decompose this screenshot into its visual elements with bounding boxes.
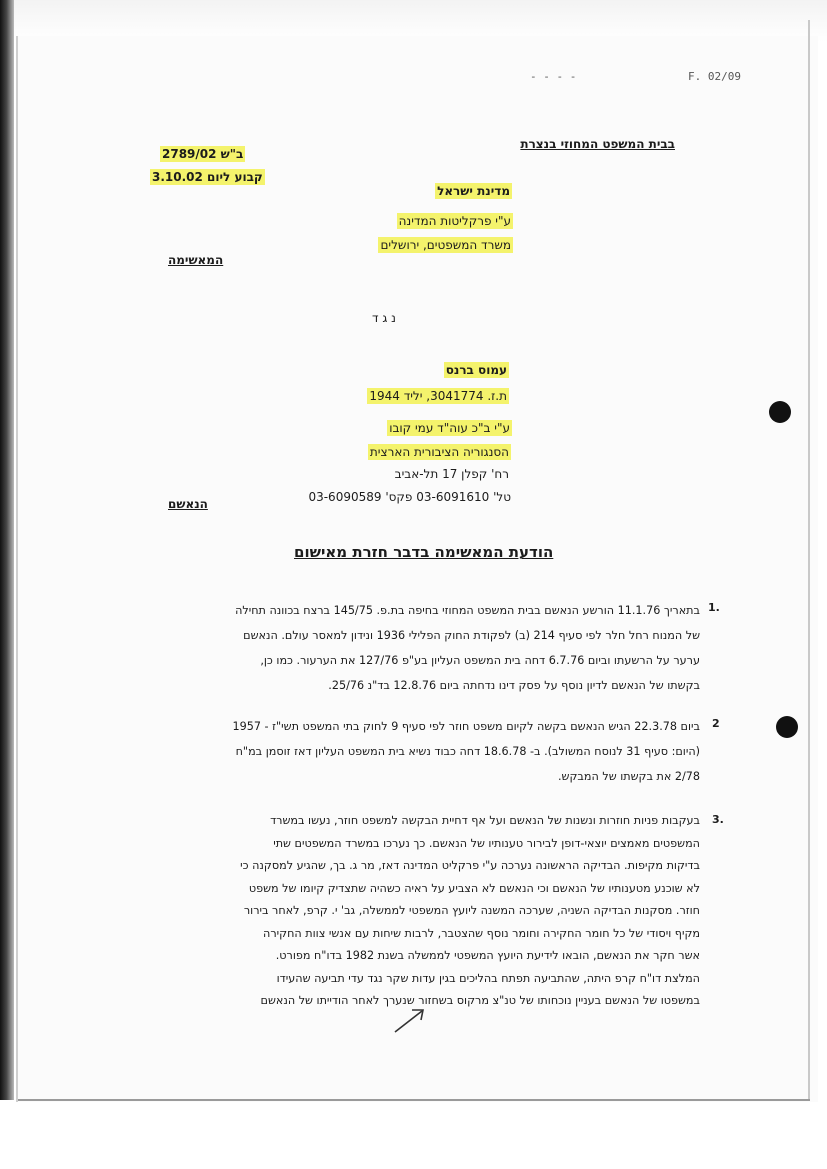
fax-marks-right: F. 02/09 bbox=[688, 70, 741, 83]
respondent-rep-1: ע"י ב"כ עוה"ד עמי קובו bbox=[389, 421, 510, 435]
section-2-line: ביום 22.3.78 הגיש הנאשם בקשה לקיום משפט חוזר לפי סעיף 9 לחוק בתי המשפט תשי"ז - 1957 bbox=[232, 720, 700, 733]
section-1-line: של המנוח רחל חלר לפי סעיף 214 (ב) לפקודת החוק הפלילי 1936 ונידון למאסר עולם. הנאשם bbox=[243, 629, 700, 642]
section-2-line: (היום: סעיף 31 לנוסח המשולב). ב- 18.6.78 דחה כבוד נשיא בית המשפט העליון דאז זוסמן במ"ח bbox=[235, 745, 700, 758]
section-3-line: מקיף ויסודי של כל חומר החקירה וחומר נוסף שהצטבר, לרבות שיחות עם אנשי צוות החקירה bbox=[263, 926, 700, 940]
section-3-line: לא שוכנע מטענותיו של הנאשם וכי הנאשם לא הצביע על ראיה כשהיה שתצדיק קיומו של משפט bbox=[248, 881, 700, 895]
respondent-id: ת.ז. 3041774, יליד 1944 bbox=[369, 389, 507, 403]
section-1-line: בתאריך 11.1.76 הורשע הנאשם בבית המשפט המחוזי בחיפה בת.פ. 145/75 ברצח בכוונה תחילה bbox=[235, 604, 700, 617]
respondent-address: רח' קפלן 17 תל-אביב bbox=[394, 467, 509, 481]
section-3-text bbox=[168, 810, 700, 1013]
respondent-name: עמוס ברנס bbox=[445, 363, 507, 377]
court-name: בבית המשפט המחוזי בנצרת bbox=[520, 137, 675, 151]
section-3-number: 3. bbox=[712, 813, 724, 826]
section-3-line: אשר חקר את הנאשם, הובאו לידיעת היועץ המשפטי לממשלה בשנת 1982 בדו"ח מפורט. bbox=[275, 949, 700, 962]
section-1-text bbox=[168, 598, 700, 698]
punch-hole-top bbox=[769, 401, 791, 423]
section-1-line: ערער על הרשעתו וביום 6.7.76 דחה בית המשפט העליון בע"פ 127/76 את הערעור. כמו כן, bbox=[260, 654, 700, 667]
section-1-line: בקשתו של הנאשם לדיון נוסף על פסק דינו נדחתה ביום 12.8.76 בד"נ 25/76. bbox=[328, 679, 700, 692]
case-number: ב"ש 2789/02 bbox=[162, 147, 244, 161]
section-3-line: בדיקות מקיפות. הבדיקה הראשונה נערכה ע"י פרקליט המדינה דאז, מר ג. בך, שהגיע למסקנה כי bbox=[240, 859, 700, 872]
section-3-line: חוזר. מסקנות הבדיקה השניה, שערכה המשנה ליועץ המשפטי לממשלה, גב' י. קרפ, לאחר בירור bbox=[243, 904, 700, 917]
punch-hole-bottom bbox=[776, 716, 798, 738]
page-right-edge bbox=[808, 20, 810, 1100]
section-2-number: 2 bbox=[712, 717, 720, 730]
respondent-phone: טל' 03-6091610 פקס' 03-6090589 bbox=[308, 490, 511, 504]
respondent-role: הנאשם bbox=[168, 497, 208, 511]
petitioner-rep-2: משרד המשפטים, ירושלים bbox=[380, 238, 511, 252]
section-3-line: המשפטים מאמצים יוצאי-דופן לבירור טענותיו של הנאשם. כך נערכו במשרד המשפטים שתי bbox=[273, 836, 700, 850]
page-bottom-edge bbox=[18, 1099, 810, 1101]
hearing-date: קבוע ליום 3.10.02 bbox=[152, 170, 263, 184]
versus-label: נ ג ד bbox=[372, 311, 396, 325]
handwritten-arrow-icon bbox=[392, 1005, 432, 1035]
petitioner-rep-1: ע"י פרקליטות המדינה bbox=[398, 214, 511, 228]
petitioner-name: מדינת ישראל bbox=[437, 184, 510, 198]
petitioner-role: המאשימה bbox=[168, 253, 224, 267]
fax-marks-left: - - - - bbox=[530, 70, 577, 83]
section-1-number: 1. bbox=[708, 601, 720, 614]
scan-left-shadow bbox=[0, 0, 14, 1100]
section-3-line: בעקבות פניות חוזרות ונשנות של הנאשם ועל אף דחיית הבקשה למשפט חוזר, נעשו במשרד bbox=[270, 814, 700, 827]
section-3-line: במשפטו של הנאשם בעניין נוכחותו של טנ"צ מרקוס בשחזור שנערך לאחר הודייתו של הנאשם bbox=[260, 994, 700, 1007]
document-title: הודעת המאשימה בדבר חזרת מאישום bbox=[294, 543, 554, 561]
respondent-rep-2: הסנגוריה הציבורית הארצית bbox=[369, 445, 509, 459]
section-3-line: המלצת דו"ח קרפ היתה, שהתביעה תפתח בהליכים בגין עדות שקר נגד עדי תביעה שהעידו bbox=[276, 971, 700, 985]
section-2-line: 2/78 את בקשתו של המבקש. bbox=[558, 770, 700, 783]
section-2-text bbox=[168, 714, 700, 789]
